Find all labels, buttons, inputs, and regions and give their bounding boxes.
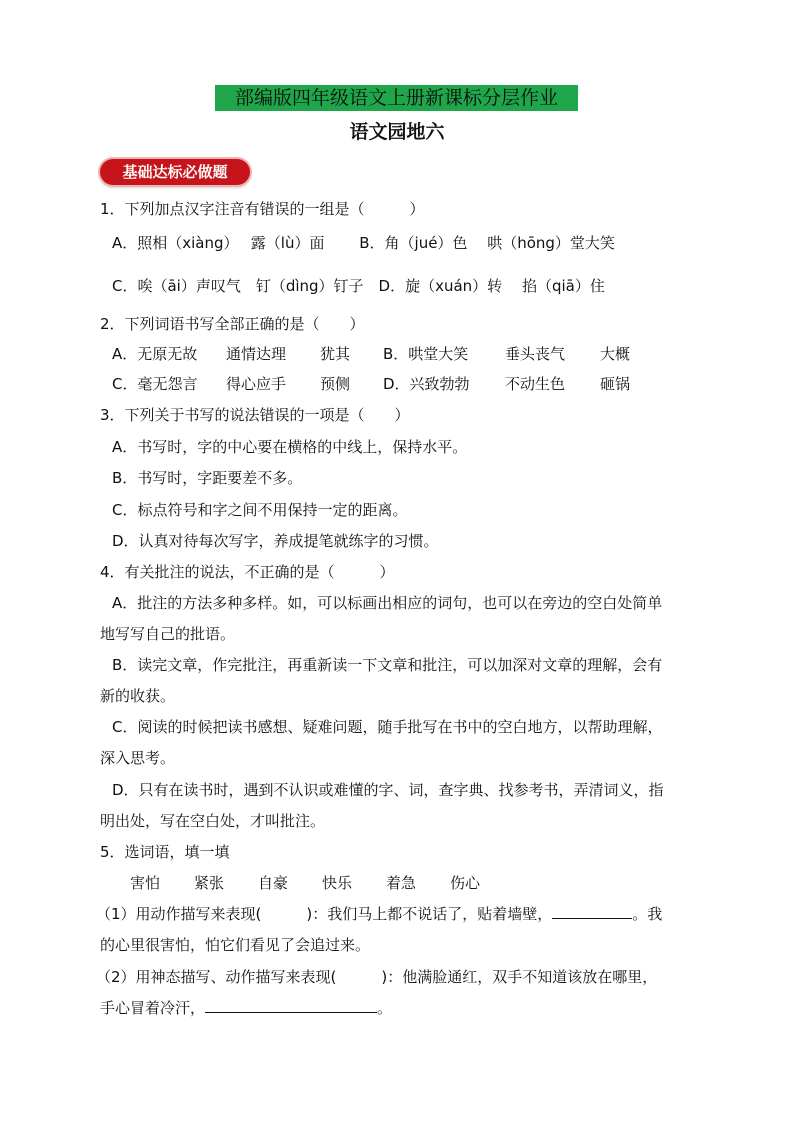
question-3-option-a: A．书写时，字的中心要在横格的中线上，保持水平。 [112,438,468,456]
question-2-option: A．无原无故 [112,345,198,363]
question-2-option: 得心应手 [226,375,287,393]
question-2-option: B．哄堂大笑 [383,345,469,363]
answer-blank-2[interactable] [205,998,377,1013]
answer-blank-1[interactable] [552,904,632,919]
question-3-option-d: D．认真对待每次写字，养成提笔就练字的习惯。 [112,532,439,550]
question-2-option: 预侧 [320,375,351,393]
question-1-stem: 1．下列加点汉字注音有错误的一组是（ ） [100,200,425,218]
question-1-options-ab: A．照相（xiàng） 露（lù）面 B．角（jué）色 哄（hōng）堂大笑 [112,234,615,252]
question-4-stem: 4．有关批注的说法，不正确的是（ ） [100,563,395,581]
question-4-option-c: C．阅读的时候把读书感想、疑难问题，随手批写在书中的空白地方，以帮助理解， [112,718,663,736]
word-choice: 着急 [386,874,417,892]
question-4-option-a-cont: 地写写自己的批语。 [100,625,236,643]
question-2-option: D．兴致勃勃 [383,375,470,393]
question-2-option: 犹其 [320,345,351,363]
question-2-option: 大概 [600,345,631,363]
sentence-2-end: 。 [377,999,393,1017]
word-choice: 快乐 [322,874,353,892]
sentence-1-cont: 的心里很害怕，怕它们看见了会追过来。 [100,936,371,954]
question-4-option-c-cont: 深入思考。 [100,749,176,767]
question-4-option-b: B．读完文章，作完批注，再重新读一下文章和批注，可以加深对文章的理解，会有 [112,656,663,674]
question-4-option-b-cont: 新的收获。 [100,687,176,705]
word-choice: 自豪 [258,874,289,892]
question-2-option: 砸锅 [600,375,631,393]
page-title: 语文园地六 [349,121,445,143]
sentence-1-text: （1）用动作描写来表现( )：我们马上都不说话了，贴着墙壁， [96,905,553,923]
question-4-option-d-cont: 明出处，写在空白处，才叫批注。 [100,812,326,830]
sentence-2-cont [100,997,392,1019]
word-choice: 害怕 [130,874,161,892]
sentence-1 [96,903,662,925]
question-4-option-d: D．只有在读书时，遇到不认识或难懂的字、词，查字典、找参考书，弄清词义，指 [112,781,664,799]
question-3-option-b: B．书写时，字距要差不多。 [112,469,303,487]
question-4-option-a: A．批注的方法多种多样。如，可以标画出相应的词句，也可以在旁边的空白处简单 [112,594,663,612]
sentence-2: （2）用神态描写、动作描写来表现( )：他满脸通红，双手不知道该放在哪里， [96,968,658,986]
question-3-option-c: C．标点符号和字之间不用保持一定的距离。 [112,501,408,519]
question-3-stem: 3．下列关于书写的说法错误的一项是（ ） [100,406,410,424]
question-2-option: C．毫无怨言 [112,375,198,393]
question-2-option: 通情达理 [226,345,287,363]
worksheet-banner: 部编版四年级语文上册新课标分层作业 [215,85,578,111]
sentence-2-text: 手心冒着冷汗， [100,999,206,1017]
question-2-option: 不动生色 [505,375,566,393]
question-2-stem: 2．下列词语书写全部正确的是（ ） [100,315,365,333]
section-label: 基础达标必做题 [100,159,250,185]
word-choice: 紧张 [194,874,225,892]
word-choice: 伤心 [450,874,481,892]
sentence-1-end: 。我 [632,905,663,923]
question-1-options-cd: C．唉（āi）声叹气 钉（dìng）钉子 D．旋（xuán）转 掐（qiā）住 [112,277,605,295]
question-5-stem: 5．选词语，填一填 [100,843,230,861]
question-2-option: 垂头丧气 [505,345,566,363]
